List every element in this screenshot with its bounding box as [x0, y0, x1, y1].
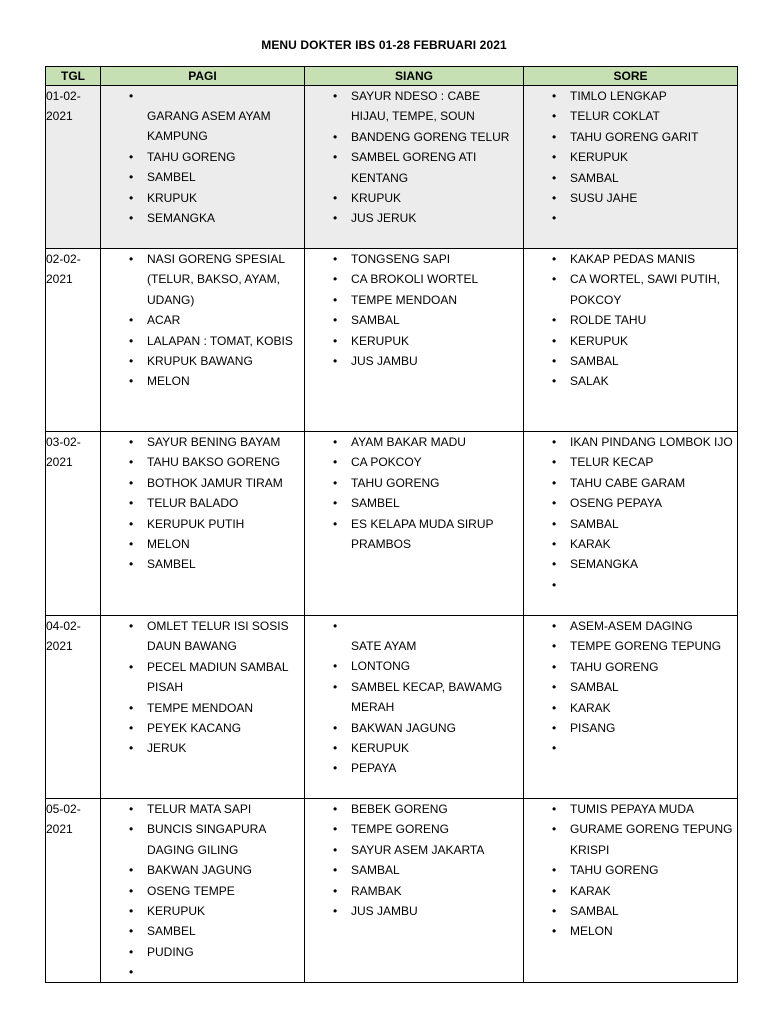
menu-item: • SAMBAL: [305, 860, 523, 880]
header-row: [46, 67, 738, 86]
table-row: [46, 249, 738, 432]
menu-item: • KERUPUK: [524, 147, 737, 167]
menu-item: • SUSU JAHE: [524, 188, 737, 208]
menu-item: • SAMBAL: [524, 901, 737, 921]
menu-item: • JUS JERUK: [305, 208, 523, 228]
menu-item: • CA POKCOY: [305, 452, 523, 472]
menu-item: • RAMBAK: [305, 881, 523, 901]
siang-cell: [305, 86, 524, 249]
menu-item: • TEMPE MENDOAN: [305, 290, 523, 310]
sore-list: [524, 249, 737, 392]
siang-cell: [305, 616, 524, 799]
menu-item: • KAKAP PEDAS MANIS: [524, 249, 737, 269]
sore-list: [524, 432, 737, 575]
table-row: [46, 799, 738, 983]
pagi-cell: [101, 86, 305, 249]
menu-item: • MELON: [524, 921, 737, 941]
menu-item: • BEBEK GORENG: [305, 799, 523, 819]
sore-list: [524, 86, 737, 208]
menu-item: • TELUR COKLAT: [524, 106, 737, 126]
sore-cell: [524, 616, 738, 799]
menu-item: • NASI GORENG SPESIAL (TELUR, BAKSO, AYAM, UDANG): [101, 249, 304, 310]
menu-item: • TEMPE GORENG: [305, 819, 523, 839]
header-siang: SIANG: [305, 67, 524, 86]
menu-item: • SALAK: [524, 371, 737, 391]
menu-item: • SAYUR BENING BAYAM: [101, 432, 304, 452]
date-cell: [46, 616, 101, 799]
menu-item: • SAMBEL GORENG ATI KENTANG: [305, 147, 523, 188]
menu-item: • TAHU GORENG: [524, 657, 737, 677]
menu-item: • CA BROKOLI WORTEL: [305, 269, 523, 289]
menu-item: • SEMANGKA: [524, 554, 737, 574]
date-text: 03-02-: [46, 435, 81, 449]
siang-list: [305, 799, 523, 921]
menu-item: • SAMBAL: [524, 514, 737, 534]
menu-item: • TEMPE MENDOAN: [101, 698, 304, 718]
menu-item: • MELON: [101, 534, 304, 554]
menu-item: • BAKWAN JAGUNG: [305, 718, 523, 738]
date-cell: [46, 799, 101, 983]
pagi-cell: [101, 616, 305, 799]
siang-list: [305, 432, 523, 554]
menu-item: • JUS JAMBU: [305, 901, 523, 921]
menu-item: • TAHU GORENG: [524, 860, 737, 880]
menu-item: • BUNCIS SINGAPURA DAGING GILING: [101, 819, 304, 860]
menu-item: • TAHU BAKSO GORENG: [101, 452, 304, 472]
sore-cell: [524, 86, 738, 249]
menu-item: • TELUR MATA SAPI: [101, 799, 304, 819]
menu-item: • KARAK: [524, 698, 737, 718]
table-row: [46, 86, 738, 249]
sore-cell: [524, 432, 738, 616]
pagi-list: [101, 799, 304, 962]
menu-item: • KARAK: [524, 534, 737, 554]
menu-item: • GARANG ASEM AYAM KAMPUNG: [101, 86, 304, 147]
menu-item: • TAHU GORENG: [101, 147, 304, 167]
menu-item: • KRUPUK: [305, 188, 523, 208]
sore-cell: [524, 799, 738, 983]
menu-item: • ACAR: [101, 310, 304, 330]
menu-item: • JUS JAMBU: [305, 351, 523, 371]
menu-item: • SAMBAL: [305, 310, 523, 330]
table-row: [46, 616, 738, 799]
menu-item: • SAMBEL: [305, 493, 523, 513]
date-text: 05-02-: [46, 802, 81, 816]
menu-item: • OSENG TEMPE: [101, 881, 304, 901]
pagi-cell: [101, 249, 305, 432]
date-cell: [46, 249, 101, 432]
menu-item: • SAMBAL: [524, 168, 737, 188]
date-text: 2021: [46, 639, 73, 654]
menu-item: • TAHU CABE GARAM: [524, 473, 737, 493]
date-cell: [46, 86, 101, 249]
menu-item: • TAHU GORENG: [305, 473, 523, 493]
header-tgl: TGL: [46, 67, 101, 86]
menu-item: • JERUK: [101, 738, 304, 758]
date-text: 2021: [46, 272, 73, 287]
menu-item: • PUDING: [101, 942, 304, 962]
menu-item: • TUMIS PEPAYA MUDA: [524, 799, 737, 819]
siang-list: [305, 249, 523, 371]
menu-item: • KERUPUK: [101, 901, 304, 921]
menu-item: • PISANG: [524, 718, 737, 738]
menu-item: • TELUR KECAP: [524, 452, 737, 472]
menu-item: • SEMANGKA: [101, 208, 304, 228]
sore-cell: [524, 249, 738, 432]
menu-item: • OMLET TELUR ISI SOSIS DAUN BAWANG: [101, 616, 304, 657]
siang-cell: [305, 799, 524, 983]
header-pagi: PAGI: [101, 67, 305, 86]
pagi-cell: [101, 799, 305, 983]
menu-item: • TONGSENG SAPI: [305, 249, 523, 269]
menu-item: • PECEL MADIUN SAMBAL PISAH: [101, 657, 304, 698]
date-text: 2021: [46, 822, 73, 837]
menu-item: • KARAK: [524, 881, 737, 901]
menu-item: • KERUPUK PUTIH: [101, 514, 304, 534]
menu-table: [45, 66, 738, 983]
menu-item: • SAYUR ASEM JAKARTA: [305, 840, 523, 860]
menu-item: • KERUPUK: [305, 738, 523, 758]
header-sore: SORE: [524, 67, 738, 86]
sore-list: [524, 616, 737, 738]
menu-body: [46, 86, 738, 983]
menu-item: • KERUPUK: [305, 331, 523, 351]
menu-item: • ASEM-ASEM DAGING: [524, 616, 737, 636]
menu-item: • IKAN PINDANG LOMBOK IJO: [524, 432, 737, 452]
menu-item: • SAMBEL KECAP, BAWAMG MERAH: [305, 677, 523, 718]
menu-item: • ES KELAPA MUDA SIRUP PRAMBOS: [305, 514, 523, 555]
date-text: 04-02-: [46, 619, 81, 633]
menu-item: • LONTONG: [305, 656, 523, 676]
menu-item: • SATE AYAM: [305, 616, 523, 656]
siang-cell: [305, 249, 524, 432]
menu-item: • SAMBAL: [524, 677, 737, 697]
sore-list: [524, 799, 737, 942]
pagi-list: [101, 432, 304, 575]
menu-item: • PEYEK KACANG: [101, 718, 304, 738]
pagi-list: [101, 616, 304, 759]
table-row: [46, 432, 738, 616]
pagi-list: [101, 86, 304, 228]
menu-item: • PEPAYA: [305, 758, 523, 778]
menu-item: • KRUPUK BAWANG: [101, 351, 304, 371]
menu-item: • ROLDE TAHU: [524, 310, 737, 330]
menu-item: • GURAME GORENG TEPUNG KRISPI: [524, 819, 737, 860]
date-cell: [46, 432, 101, 616]
pagi-list: [101, 249, 304, 392]
menu-item: • CA WORTEL, SAWI PUTIH, POKCOY: [524, 269, 737, 310]
menu-item: • SAYUR NDESO : CABE HIJAU, TEMPE, SOUN: [305, 86, 523, 127]
menu-item: • TIMLO LENGKAP: [524, 86, 737, 106]
menu-item: • AYAM BAKAR MADU: [305, 432, 523, 452]
menu-item: • TAHU GORENG GARIT: [524, 127, 737, 147]
siang-list: [305, 86, 523, 229]
menu-item: • BANDENG GORENG TELUR: [305, 127, 523, 147]
menu-item: • KERUPUK: [524, 331, 737, 351]
menu-item: • SAMBEL: [101, 167, 304, 187]
menu-item: • BOTHOK JAMUR TIRAM: [101, 473, 304, 493]
menu-item: • TELUR BALADO: [101, 493, 304, 513]
menu-item: • KRUPUK: [101, 188, 304, 208]
date-text: 01-02-: [46, 89, 81, 103]
menu-item: • SAMBAL: [524, 351, 737, 371]
menu-item: • SAMBEL: [101, 554, 304, 574]
menu-item: • SAMBEL: [101, 921, 304, 941]
menu-item: • OSENG PEPAYA: [524, 493, 737, 513]
menu-item: • TEMPE GORENG TEPUNG: [524, 636, 737, 656]
page-title: MENU DOKTER IBS 01-28 FEBRUARI 2021: [261, 38, 507, 52]
date-text: 2021: [46, 109, 73, 124]
pagi-cell: [101, 432, 305, 616]
date-text: 2021: [46, 455, 73, 470]
date-text: 02-02-: [46, 252, 81, 266]
menu-item: • LALAPAN : TOMAT, KOBIS: [101, 331, 304, 351]
menu-item: • BAKWAN JAGUNG: [101, 860, 304, 880]
siang-cell: [305, 432, 524, 616]
menu-item: • MELON: [101, 371, 304, 391]
siang-list: [305, 616, 523, 779]
